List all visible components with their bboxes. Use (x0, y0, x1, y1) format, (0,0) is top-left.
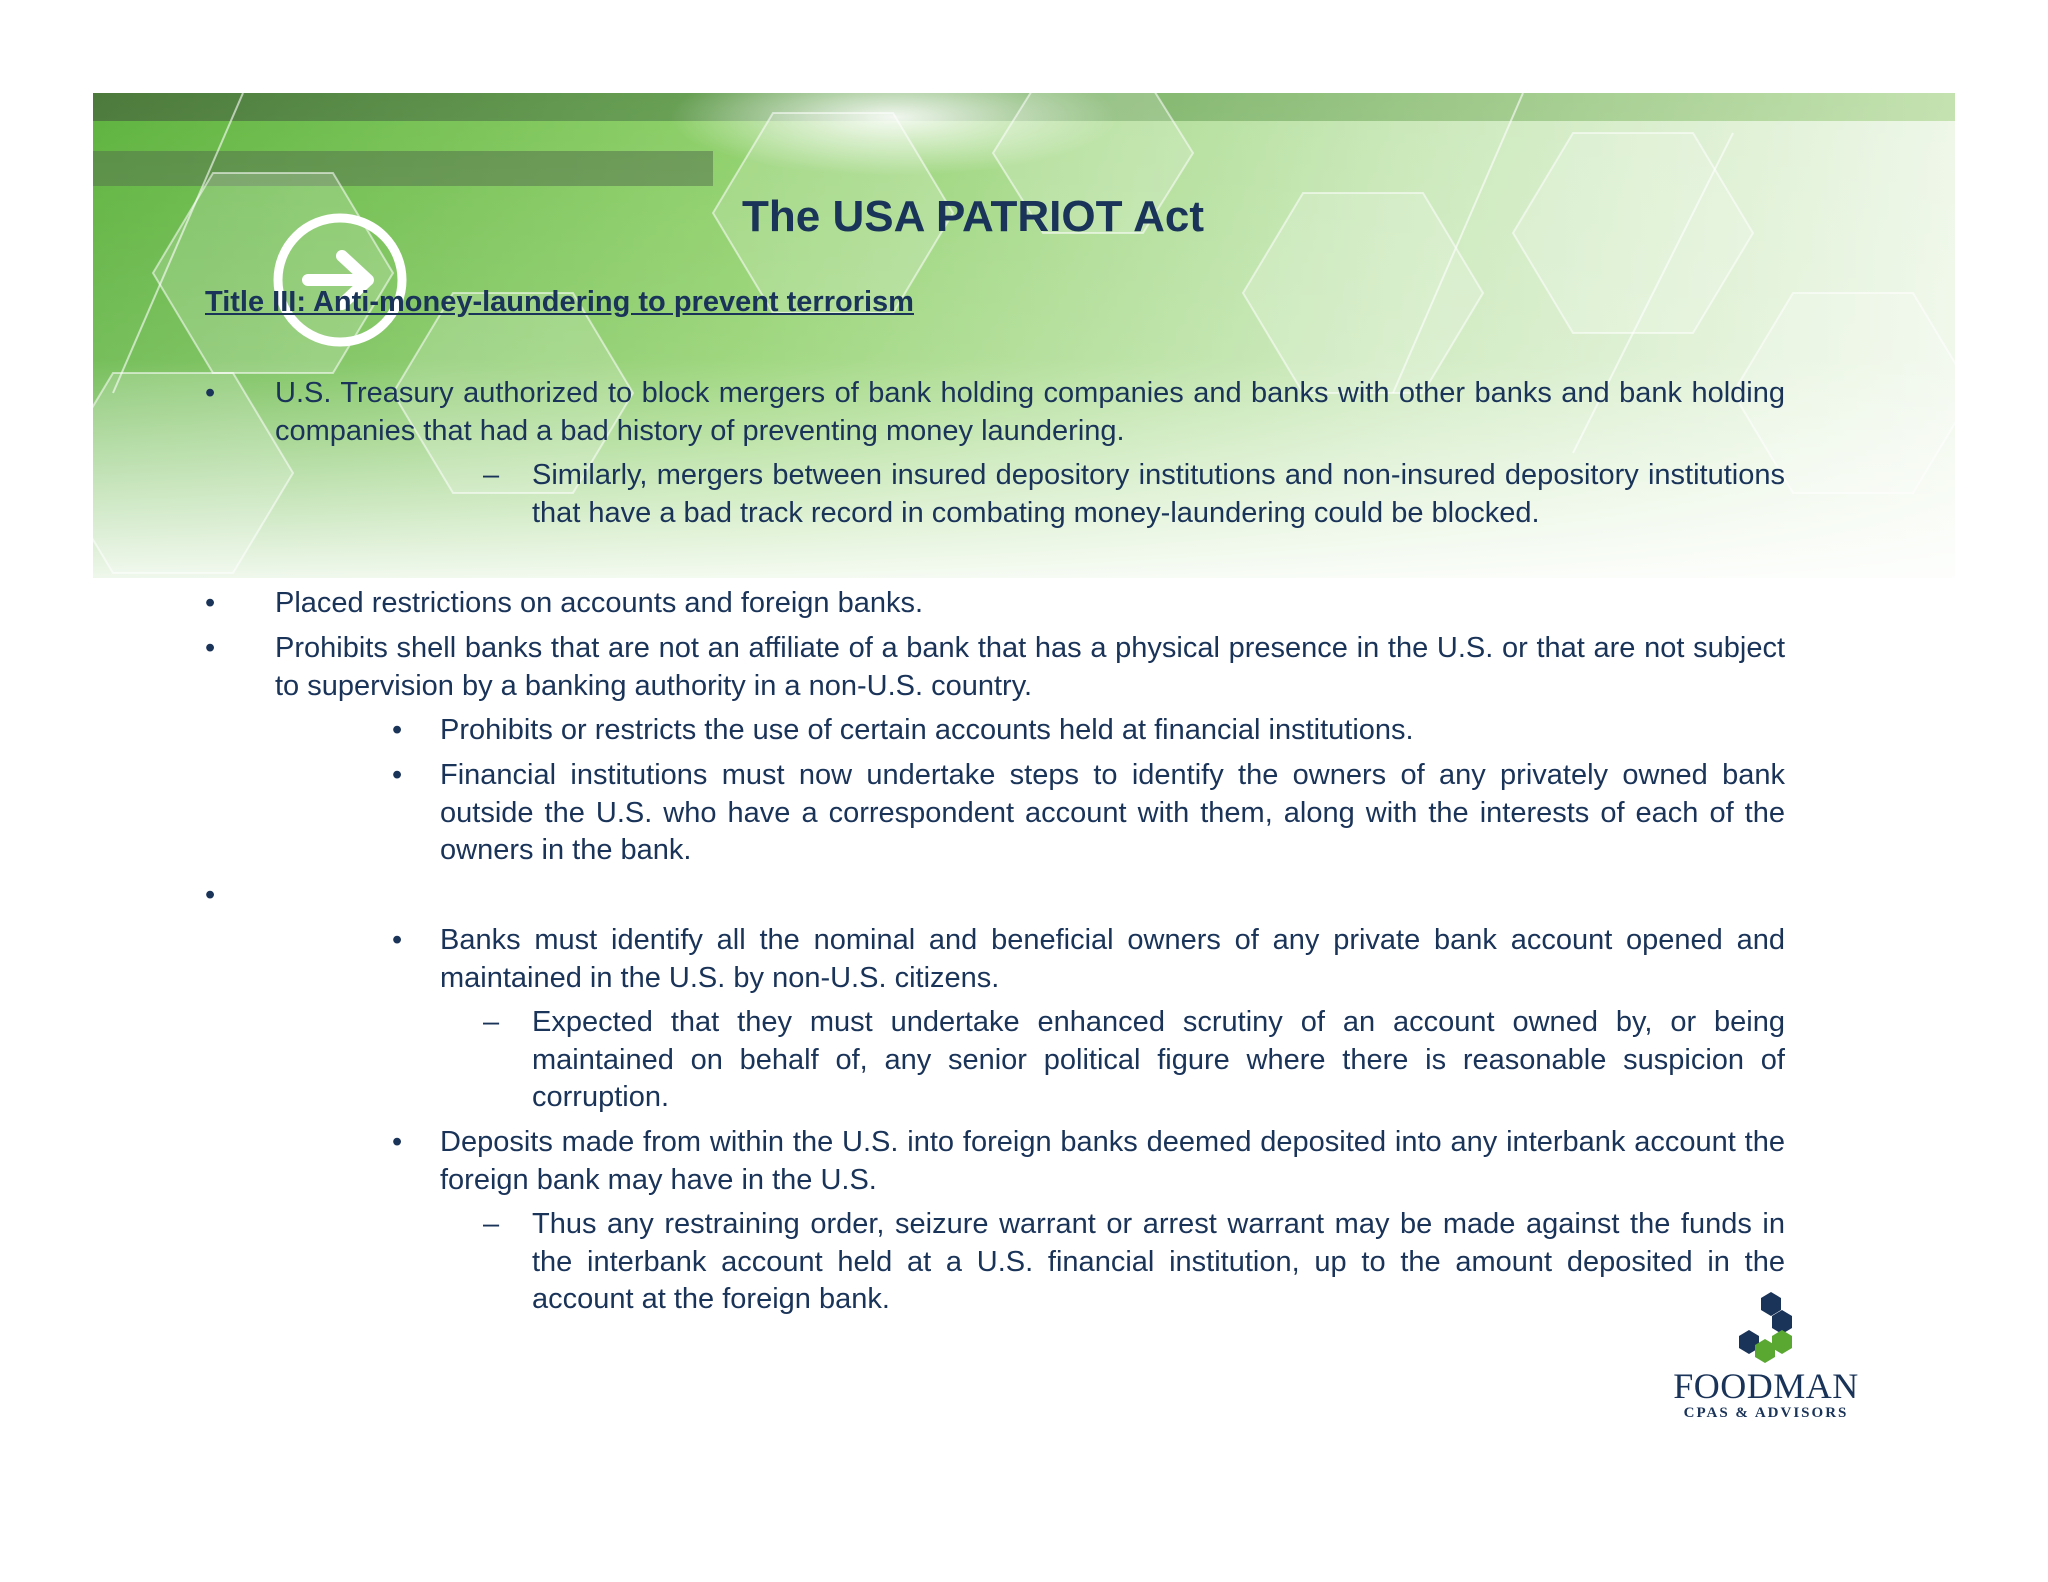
list-item: U.S. Treasury authorized to block mergers of bank holding companies and banks with other banks and bank holding companies that had a bad history of preventing money laundering. (275, 377, 1785, 447)
dash-marker: – (483, 459, 500, 491)
list-item: Thus any restraining order, seizure warrant or arrest warrant may be made against the funds in the interbank account held at a U.S. financial institution, up to the amount deposited in the account at the foreign bank. (532, 1208, 1785, 1315)
list-item: Prohibits or restricts the use of certain accounts held at financial institutions. (440, 714, 1414, 746)
dash-marker: – (483, 1006, 500, 1038)
list-item: Similarly, mergers between insured depository institutions and non-insured depository institutions that have a bad track record in combating money-laundering could be blocked. (532, 459, 1785, 529)
bullet-marker: • (392, 759, 403, 791)
list-item: Deposits made from within the U.S. into foreign banks deemed deposited into any interbank account the foreign bank may have in the U.S. (440, 1126, 1785, 1196)
bullet-marker: • (392, 714, 403, 746)
page-title: The USA PATRIOT Act (742, 192, 1204, 241)
bullet-marker: • (392, 1126, 403, 1158)
bullet-marker: • (392, 924, 403, 956)
list-item: Prohibits shell banks that are not an affiliate of a bank that has a physical presence in the U.S. or that are not subject to supervision by a banking authority in a non-U.S. country. (275, 632, 1785, 702)
list-item: Banks must identify all the nominal and beneficial owners of any private bank account opened and maintained in the U.S. by non-U.S. citizens. (440, 924, 1785, 994)
logo-wordmark (1662, 1368, 1870, 1422)
bullet-marker: • (205, 879, 216, 911)
list-item: Placed restrictions on accounts and foreign banks. (275, 587, 924, 619)
bullet-marker: • (205, 377, 216, 409)
bullet-marker: • (205, 632, 216, 664)
logo-name: FOODMAN (1673, 1366, 1859, 1406)
list-item: Financial institutions must now undertake steps to identify the owners of any privately owned bank outside the U.S. who have a correspondent account with them, along with the interests of each of the owners in the bank. (440, 759, 1785, 866)
bullet-marker: • (205, 587, 216, 619)
section-subtitle: Title III: Anti-money-laundering to prevent terrorism (205, 286, 914, 318)
dash-marker: – (483, 1208, 500, 1240)
logo-tagline: CPAS & ADVISORS (1683, 1405, 1849, 1421)
list-item: Expected that they must undertake enhanced scrutiny of an account owned by, or being maintained on behalf of, any senior political figure where there is reasonable suspicion of corruption. (532, 1006, 1785, 1113)
